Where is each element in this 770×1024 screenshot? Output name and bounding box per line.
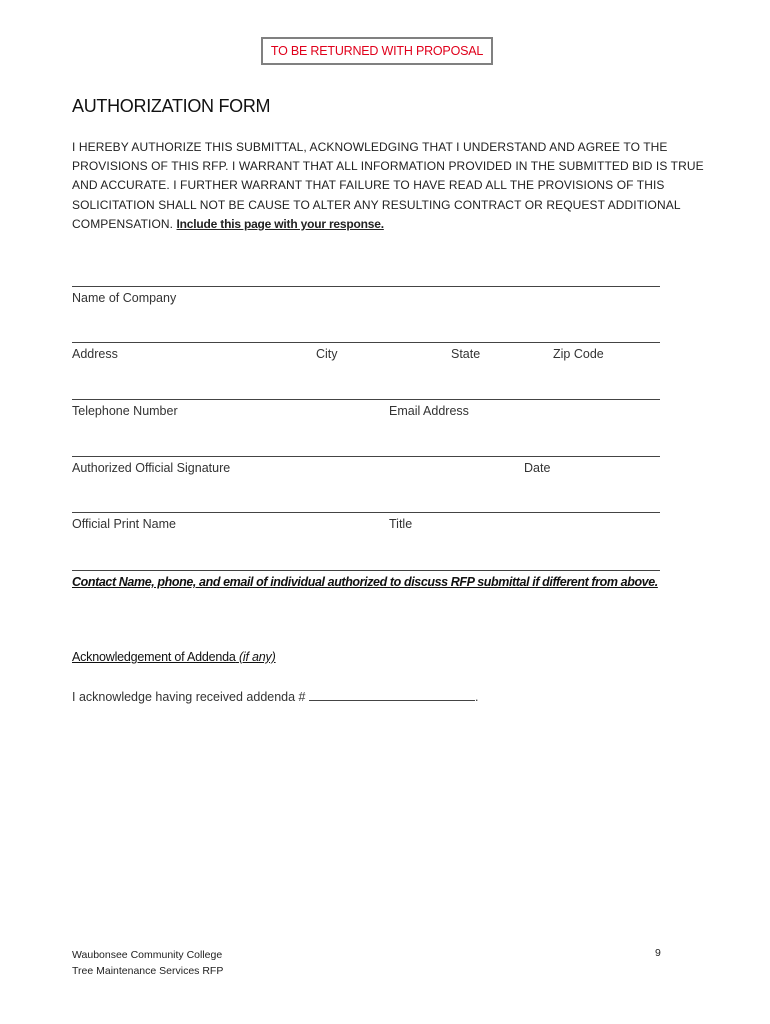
addenda-heading-text: Acknowledgement of Addenda (72, 650, 236, 664)
return-with-proposal-banner (261, 37, 493, 65)
email-label: Email Address (389, 404, 469, 418)
address-line[interactable] (72, 342, 660, 343)
print-name-label: Official Print Name (72, 517, 176, 531)
page-title: AUTHORIZATION FORM (72, 96, 271, 116)
zip-label: Zip Code (553, 347, 604, 361)
footer-document: Tree Maintenance Services RFP (72, 965, 224, 977)
contact-label: Contact Name, phone, and email of individual authorized to discuss RFP submittal if different from above. (72, 575, 658, 589)
state-label: State (451, 347, 481, 361)
page-footer (72, 947, 223, 979)
addenda-acknowledgement (72, 688, 478, 704)
addenda-heading-note: (if any) (238, 650, 276, 664)
telephone-label: Telephone Number (72, 404, 178, 418)
telephone-email-line[interactable] (72, 399, 660, 400)
addenda-heading (72, 650, 276, 664)
banner-text: TO BE RETURNED WITH PROPOSAL (270, 44, 484, 58)
addenda-line-end: . (475, 690, 479, 704)
include-page-note: Include this page with your response. (176, 216, 384, 231)
address-label: Address (72, 347, 118, 361)
page-number: 9 (655, 947, 661, 959)
addenda-number-blank[interactable] (309, 688, 475, 701)
signature-label: Authorized Official Signature (72, 461, 231, 475)
city-label: City (316, 347, 338, 361)
print-name-line[interactable] (72, 512, 660, 513)
title-label: Title (389, 517, 413, 531)
date-label: Date (524, 461, 551, 475)
company-label: Name of Company (72, 291, 177, 305)
authorization-text: I HEREBY AUTHORIZE THIS SUBMITTAL, ACKNOWLEDGING THAT I UNDERSTAND AND AGREE TO THE PROVISIONS OF THIS RFP. I WARRANT THAT ALL INFORMATION PROVIDED IN THE SUBMITTED BID IS TRUE AND ACCURATE. I FURTHER WARRANT THAT FAILURE TO HAVE READ ALL THE PROVISIONS OF THIS SOLICITATION SHALL NOT BE CAUSE TO ALTER ANY RESULTING CONTRACT OR REQUEST ADDITIONAL COMPENSATION. (72, 140, 704, 231)
addenda-line-text: I acknowledge having received addenda # (72, 690, 306, 704)
authorization-paragraph (72, 138, 712, 234)
contact-line[interactable] (72, 570, 660, 571)
footer-organization: Waubonsee Community College (72, 949, 223, 961)
signature-line[interactable] (72, 456, 660, 457)
company-line[interactable] (72, 286, 660, 287)
